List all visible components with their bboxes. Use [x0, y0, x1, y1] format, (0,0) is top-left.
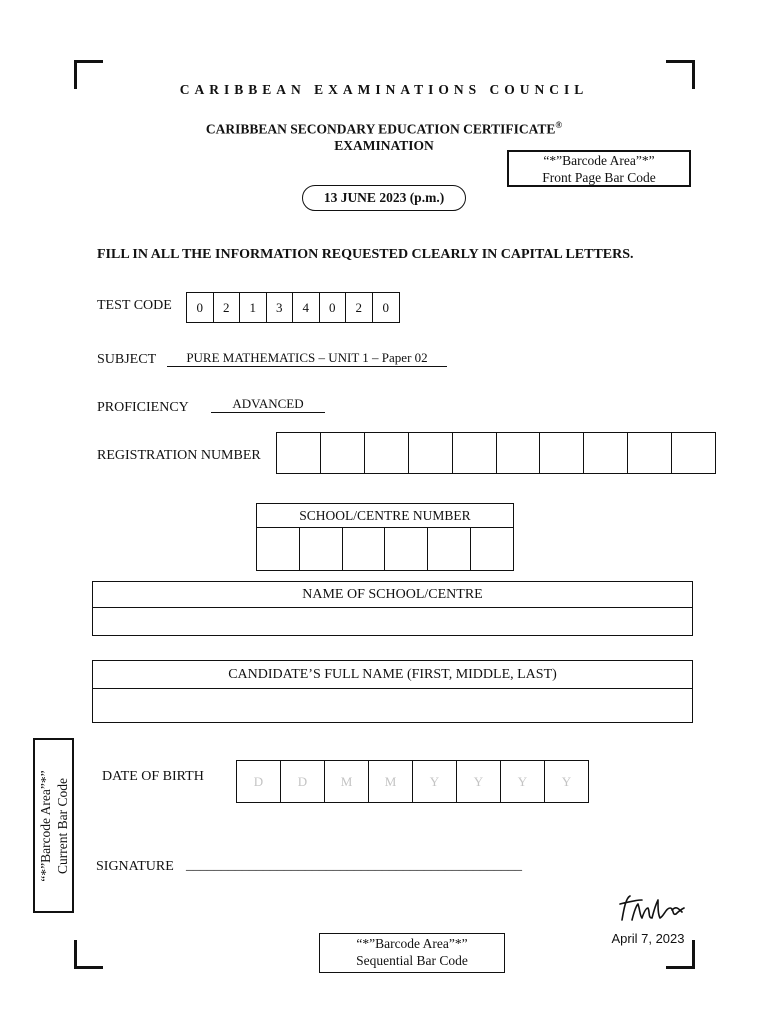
- registration-number-cell[interactable]: [409, 433, 453, 473]
- school-centre-number-cell[interactable]: [471, 528, 513, 570]
- test-code-digit: 0: [382, 299, 389, 315]
- school-centre-number-cell[interactable]: [257, 528, 300, 570]
- school-name-field[interactable]: [93, 608, 692, 635]
- council-title: CARIBBEAN EXAMINATIONS COUNCIL: [179, 82, 589, 97]
- registration-number-label: REGISTRATION NUMBER: [97, 448, 261, 463]
- candidate-name-field[interactable]: [93, 689, 692, 722]
- registration-number-cell[interactable]: [672, 433, 715, 473]
- date-of-birth-cell[interactable]: Y: [413, 761, 457, 802]
- front-page-barcode-area: [507, 150, 691, 187]
- registration-number-cell[interactable]: [584, 433, 628, 473]
- test-code-digit: 3: [267, 293, 294, 322]
- date-of-birth-cell[interactable]: Y: [501, 761, 545, 802]
- barcode-area-label: “*”Barcode Area”*”: [543, 153, 655, 168]
- subject-label: SUBJECT: [97, 352, 157, 367]
- school-name-label: NAME OF SCHOOL/CENTRE: [93, 582, 692, 608]
- registration-number-cell[interactable]: [453, 433, 497, 473]
- current-barcode-area: [33, 738, 74, 913]
- date-of-birth-cell[interactable]: D: [237, 761, 281, 802]
- school-centre-number-cell[interactable]: [385, 528, 428, 570]
- test-code-digit: 2: [346, 293, 373, 322]
- proficiency-label: PROFICIENCY: [97, 400, 189, 415]
- date-of-birth-grid: [236, 760, 589, 803]
- instruction-text: FILL IN ALL THE INFORMATION REQUESTED CLEARLY IN CAPITAL LETTERS.: [97, 247, 634, 262]
- barcode-area-caption: Front Page Bar Code: [542, 170, 656, 185]
- barcode-area-caption: Current Bar Code: [54, 777, 70, 874]
- date-of-birth-cell[interactable]: M: [325, 761, 369, 802]
- date-of-birth-cell[interactable]: Y: [561, 773, 572, 789]
- barcode-area-label: “*”Barcode Area”*”: [37, 769, 53, 882]
- handwritten-signature: [612, 890, 692, 930]
- sequential-barcode-area: [319, 933, 505, 973]
- test-code-digit: 0: [320, 293, 347, 322]
- certificate-title: [0, 117, 768, 154]
- registration-number-cell[interactable]: [321, 433, 365, 473]
- signature-line[interactable]: ________________________________________________: [186, 858, 522, 873]
- barcode-area-caption: Sequential Bar Code: [356, 953, 468, 968]
- registration-number-grid: [276, 432, 716, 474]
- date-of-birth-cell[interactable]: M: [369, 761, 413, 802]
- registration-number-cell[interactable]: [365, 433, 409, 473]
- test-code-grid: [186, 292, 400, 323]
- registered-mark: ®: [555, 120, 563, 130]
- registration-number-cell[interactable]: [540, 433, 584, 473]
- subject-value: PURE MATHEMATICS – UNIT 1 – Paper 02: [167, 350, 447, 367]
- school-centre-number-cell[interactable]: [428, 528, 471, 570]
- school-centre-number-label: SCHOOL/CENTRE NUMBER: [257, 504, 513, 528]
- candidate-name-box: [92, 660, 693, 723]
- school-centre-number-cell[interactable]: [343, 528, 386, 570]
- certificate-name: CARIBBEAN SECONDARY EDUCATION CERTIFICATE: [205, 121, 556, 137]
- school-name-box: [92, 581, 693, 636]
- registration-number-cell[interactable]: [277, 433, 321, 473]
- signature-label: SIGNATURE: [96, 859, 174, 874]
- stamp-date: April 7, 2023: [611, 931, 685, 946]
- test-code-label: TEST CODE: [97, 298, 172, 313]
- date-of-birth-label: DATE OF BIRTH: [102, 769, 204, 784]
- test-code-digit: 4: [293, 293, 320, 322]
- exam-date: 13 JUNE 2023 (p.m.): [302, 185, 466, 211]
- test-code-digit: 0: [187, 293, 214, 322]
- corner-mark-bottom-left: [74, 940, 103, 969]
- test-code-digit: 2: [214, 293, 241, 322]
- candidate-name-label: CANDIDATE’S FULL NAME (FIRST, MIDDLE, LAST): [93, 661, 692, 689]
- date-of-birth-cell[interactable]: D: [281, 761, 325, 802]
- registration-number-cell[interactable]: [628, 433, 672, 473]
- examination-label: EXAMINATION: [334, 137, 434, 153]
- proficiency-value: ADVANCED: [211, 396, 325, 413]
- barcode-area-label: “*”Barcode Area”*”: [356, 936, 468, 951]
- registration-number-cell[interactable]: [497, 433, 541, 473]
- test-code-digit: 1: [240, 293, 267, 322]
- school-centre-number-cell[interactable]: [300, 528, 343, 570]
- school-centre-number-box: [256, 503, 514, 571]
- date-of-birth-cell[interactable]: Y: [457, 761, 501, 802]
